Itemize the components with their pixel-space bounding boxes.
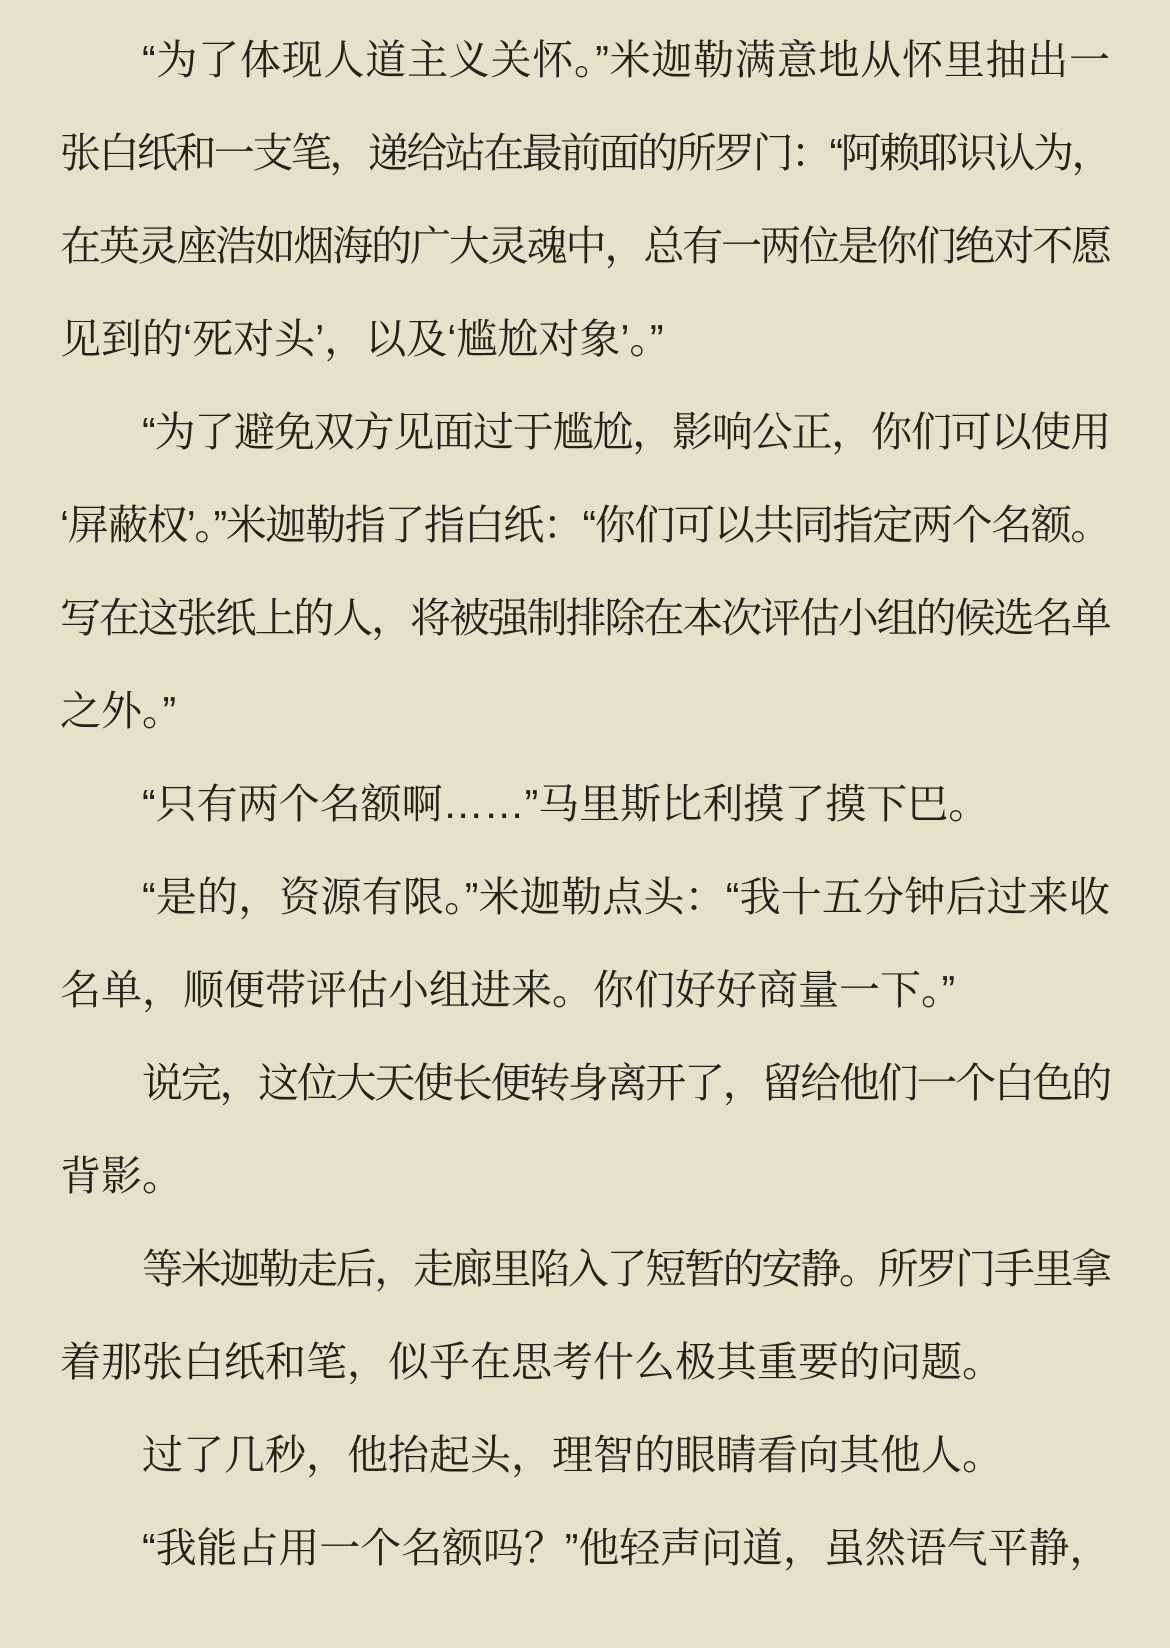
text-line: 张白纸和一支笔，递给站在最前面的所罗门：“阿赖耶识认为， — [60, 130, 1110, 176]
text-line: 等米迦勒走后，走廊里陷入了短暂的安静。所罗门手里拿 — [142, 1246, 1110, 1292]
text-line: 在英灵座浩如烟海的广大灵魂中，总有一两位是你们绝对不愿 — [60, 223, 1110, 269]
text-line: 见到的‘死对头’，以及‘尴尬对象’。” — [60, 316, 664, 362]
text-line: “我能占用一个名额吗？”他轻声问道，虽然语气平静， — [142, 1525, 1110, 1571]
paragraph — [60, 386, 1110, 758]
text-line: 过了几秒，他抬起头，理智的眼睛看向其他人。 — [142, 1432, 1003, 1478]
text-line: 之外。” — [60, 688, 177, 734]
text-line: 着那张白纸和笔，似乎在思考什么极其重要的问题。 — [60, 1339, 1003, 1385]
text-line: “为了体现人道主义关怀。”米迦勒满意地从怀里抽出一 — [142, 37, 1110, 83]
text-line: ‘屏蔽权’。”米迦勒指了指白纸：“你们可以共同指定两个名额。 — [60, 502, 1110, 548]
paragraph — [60, 1223, 1110, 1409]
paragraph — [60, 851, 1110, 1037]
paragraph — [60, 1409, 1110, 1502]
paragraph — [60, 1502, 1110, 1595]
text-line: 写在这张纸上的人，将被强制排除在本次评估小组的候选名单 — [60, 595, 1110, 641]
text-line: 说完，这位大天使长便转身离开了，留给他们一个白色的 — [142, 1060, 1110, 1106]
text-line: “只有两个名额啊……”马里斯比利摸了摸下巴。 — [142, 781, 990, 827]
text-line: “是的，资源有限。”米迦勒点头：“我十五分钟后过来收 — [142, 874, 1110, 920]
text-line: 名单，顺便带评估小组进来。你们好好商量一下。” — [60, 967, 956, 1013]
paragraph — [60, 1037, 1110, 1223]
paragraph — [60, 14, 1110, 386]
paragraph — [60, 758, 1110, 851]
text-line: “为了避免双方见面过于尴尬，影响公正，你们可以使用 — [142, 409, 1110, 455]
text-line: 背影。 — [60, 1153, 183, 1199]
